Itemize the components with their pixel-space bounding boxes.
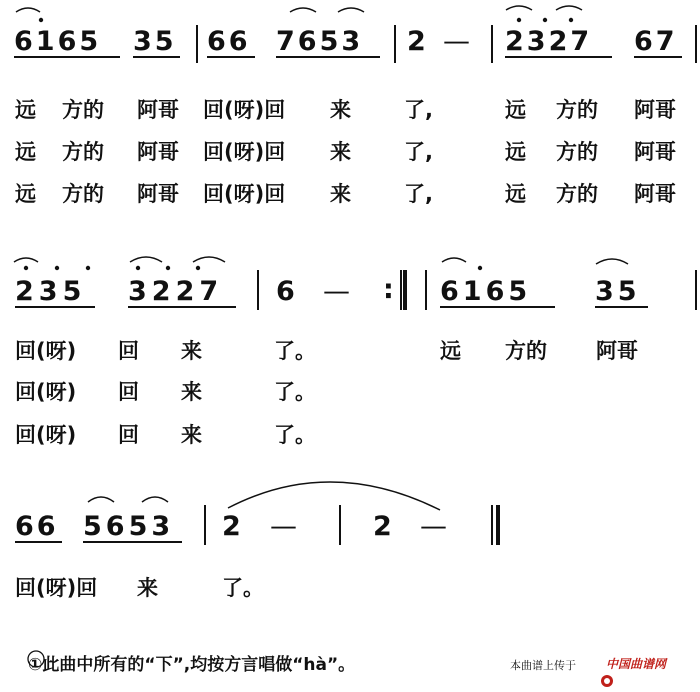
lyric: 远 <box>15 182 36 206</box>
sustain-dash: — <box>443 26 470 57</box>
lyric: 了。 <box>274 339 316 363</box>
slurs <box>14 6 628 510</box>
sustain-dash: — <box>420 511 447 542</box>
lyric: 远 <box>505 182 526 206</box>
lyric: 来 <box>181 339 202 363</box>
note-group: 6165 <box>440 276 532 307</box>
lyric: 来 <box>181 380 202 404</box>
note-group: 66 <box>15 511 59 542</box>
lyric: 方的 <box>556 140 598 164</box>
sustain-dash: — <box>323 276 350 307</box>
lyric: 阿哥 <box>634 140 676 164</box>
lyric: 来 <box>330 140 351 164</box>
lyric: 阿哥 <box>137 140 179 164</box>
lyric: 方的 <box>556 182 598 206</box>
lyric: 了。 <box>222 576 264 600</box>
lyric: 回 <box>118 423 139 447</box>
lyric: 回 <box>118 380 139 404</box>
lyric: 了, <box>404 98 433 122</box>
lyric: 方的 <box>62 140 104 164</box>
lyric: 回(呀)回 <box>203 98 286 122</box>
lyric: 来 <box>330 182 351 206</box>
lyric: 回(呀)回 <box>203 182 286 206</box>
footnote: ①此曲中所有的“下”,均按方言唱做“hà”。 <box>28 655 356 675</box>
note-group: 2327 <box>505 26 593 57</box>
lyric: 方的 <box>62 182 104 206</box>
lyric: 回(呀) <box>15 339 77 363</box>
note-group: 67 <box>634 26 678 57</box>
lyric: 阿哥 <box>634 182 676 206</box>
upload-credit: 本曲谱上传于 <box>510 659 576 672</box>
lyric: 远 <box>505 140 526 164</box>
lyric: 远 <box>15 98 36 122</box>
lyric: 回 <box>118 339 139 363</box>
lyric: 了。 <box>274 423 316 447</box>
beam-underlines <box>14 57 682 542</box>
lyric: 来 <box>330 98 351 122</box>
lyric: 了, <box>404 182 433 206</box>
note-group: 235 <box>15 276 87 307</box>
lyric: 回(呀)回 <box>203 140 286 164</box>
repeat-sign: : <box>383 274 394 305</box>
lyric: 远 <box>505 98 526 122</box>
lyric: 来 <box>137 576 158 600</box>
sustain-dash: — <box>270 511 297 542</box>
lyric: 方的 <box>505 339 547 363</box>
lyric: 阿哥 <box>137 98 179 122</box>
lyric: 远 <box>440 339 461 363</box>
note-group: 35 <box>133 26 177 57</box>
note-group: 2 <box>222 511 241 542</box>
note-group: 66 <box>207 26 251 57</box>
note-group: 5653 <box>83 511 175 542</box>
lyric: 了。 <box>274 380 316 404</box>
lyric: 阿哥 <box>596 339 638 363</box>
site-brand: 中国曲谱网 <box>606 657 667 671</box>
lyric: 回(呀) <box>15 423 77 447</box>
note-group: 3227 <box>128 276 224 307</box>
lyric: 了, <box>404 140 433 164</box>
lyric: 方的 <box>556 98 598 122</box>
note-group: 7653 <box>276 26 364 57</box>
lyric: 阿哥 <box>634 98 676 122</box>
note-group: 6 <box>276 276 295 307</box>
lyric: 远 <box>15 140 36 164</box>
bar-lines <box>197 25 696 545</box>
footnote-marker <box>28 651 44 667</box>
note-group: 2 <box>407 26 426 57</box>
lyric: 方的 <box>62 98 104 122</box>
lyric: 阿哥 <box>137 182 179 206</box>
note-group: 35 <box>595 276 641 307</box>
lyric: 来 <box>181 423 202 447</box>
lyric: 回(呀)回 <box>15 576 98 600</box>
note-group: 6165 <box>14 26 102 57</box>
note-group: 2 <box>373 511 392 542</box>
octave-dots <box>24 18 573 270</box>
lyric: 回(呀) <box>15 380 77 404</box>
